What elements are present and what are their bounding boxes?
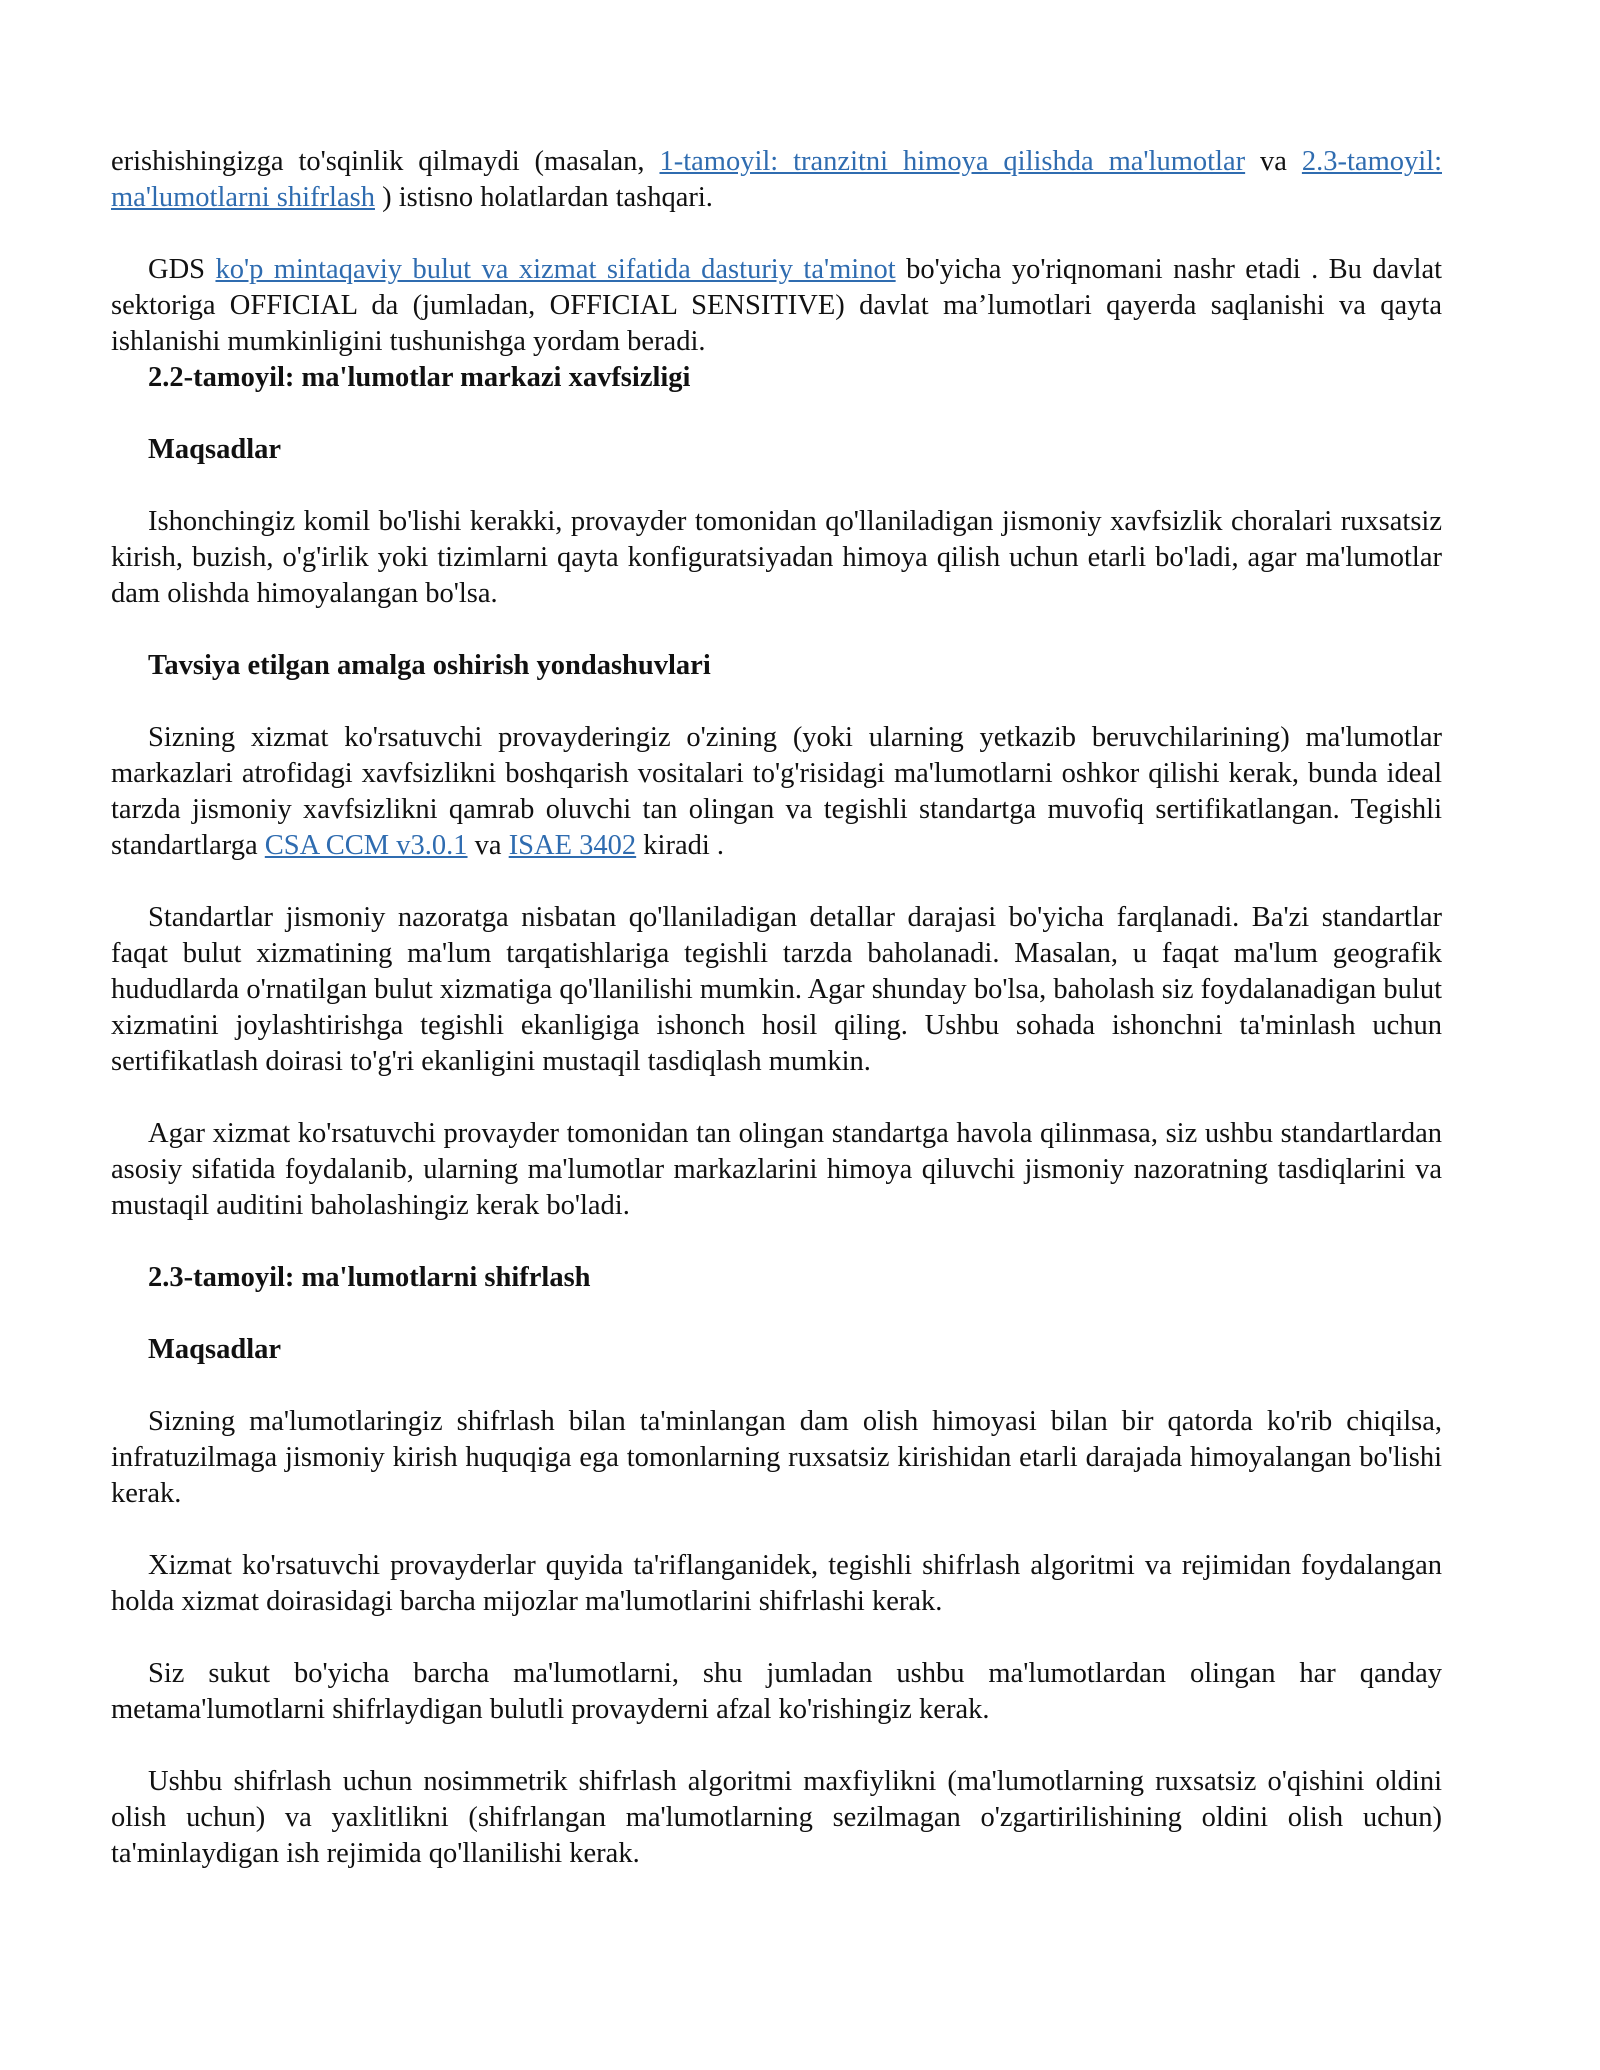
heading-recommended-approaches: Tavsiya etilgan amalga oshirish yondashuvlari [148,650,711,681]
paragraph-default-encryption: Siz sukut bo'yicha barcha ma'lumotlarni, shu jumladan ushbu ma'lumotlardan olingan har qanday metama'lumotlarni shifrlaydigan bulutli provayderni afzal ko'rishingiz kerak. [111,1658,1442,1725]
paragraph-gds-guidance: GDS ko'p mintaqaviy bulut va xizmat sifatida dasturiy ta'minot bo'yicha yo'riqnomani nashr etadi . Bu davlat sektoriga OFFICIAL da (jumladan, OFFICIAL SENSITIVE) davlat ma’lumotlari qayerda saqlanishi va qayta ishlanishi mumkinligini tushunishga yordam beradi. [111,254,1443,357]
link-isae-3402[interactable]: ISAE 3402 [508,830,637,861]
paragraph-data-protection: Sizning ma'lumotlaringiz shifrlash bilan ta'minlangan dam olish himoyasi bilan bir qatorda ko'rib chiqilsa, infratuzilmaga jismoniy kirish huquqiga ega tomonlarning ruxsatsiz kirishidan etarli darajada himoyalangan bo'lishi kerak. [111,1406,1442,1509]
paragraph-provider-encryption: Xizmat ko'rsatuvchi provayderlar quyida ta'riflanganidek, tegishli shifrlash algoritmi va rejimidan foydalangan holda xizmat doirasidagi barcha mijozlar ma'lumotlarini shifrlashi kerak. [111,1550,1442,1617]
heading-objectives-2: Maqsadlar [148,1334,282,1365]
link-csa-ccm[interactable]: CSA CCM v3.0.1 [264,830,468,861]
link-principle-1[interactable]: 1-tamoyil: tranzitni himoya qilishda ma'lumotlar [659,146,1246,177]
paragraph-physical-security: Ishonchingiz komil bo'lishi kerakki, provayder tomonidan qo'llaniladigan jismoniy xavfsizlik choralari ruxsatsiz kirish, buzish, o'g'irlik yoki tizimlarni qayta konfiguratsiyadan himoya qilish uchun etarli bo'ladi, agar ma'lumotlar dam olishda himoyalangan bo'lsa. [111,506,1442,609]
link-principle-2-3[interactable]: 2.3-tamoyil: ma'lumotlarni shifrlash [111,146,1442,213]
heading-objectives-1: Maqsadlar [148,434,282,465]
heading-principle-2-3: 2.3-tamoyil: ma'lumotlarni shifrlash [148,1262,591,1293]
heading-principle-2-2: 2.2-tamoyil: ma'lumotlar markazi xavfsizligi [148,362,691,393]
paragraph-independent-audit: Agar xizmat ko'rsatuvchi provayder tomonidan tan olingan standartga havola qilinmasa, siz ushbu standartlardan asosiy sifatida foydalanib, ularning ma'lumotlar markazlarini himoya qiluvchi jismoniy nazoratning tasdiqlarini va mustaqil auditini baholashingiz kerak bo'ladi. [111,1118,1442,1221]
paragraph-standards-detail: Standartlar jismoniy nazoratga nisbatan qo'llaniladigan detallar darajasi bo'yicha farqlanadi. Ba'zi standartlar faqat bulut xizmatining ma'lum tarqatishlariga tegishli tarzda baholanadi. Masalan, u faqat ma'lum geografik hududlarda o'rnatilgan bulut xizmatiga qo'llanilishi mumkin. Agar shunday bo'lsa, baholash siz foydalanadigan bulut xizmatini joylashtirishga tegishli ekanligiga ishonch hosil qiling. Ushbu sohada ishonchni ta'minlash uchun sertifikatlash doirasi to'g'ri ekanligini mustaqil tasdiqlash mumkin. [111,902,1442,1077]
paragraph-continuation: erishishingizga to'sqinlik qilmaydi (masalan, 1-tamoyil: tranzitni himoya qilishda ma'lumotlar va 2.3-tamoyil: ma'lumotlarni shifrlash ) istisno holatlardan tashqari. [111,146,1442,213]
link-multi-region-cloud[interactable]: ko'p mintaqaviy bulut va xizmat sifatida dasturiy ta'minot [215,254,896,285]
paragraph-symmetric-algorithm: Ushbu shifrlash uchun nosimmetrik shifrlash algoritmi maxfiylikni (ma'lumotlarning ruxsatsiz o'qishini oldini olish uchun) va yaxlitlikni (shifrlangan ma'lumotlarning sezilmagan o'zgartirilishining oldini olish uchun) ta'minlaydigan ish rejimida qo'llanilishi kerak. [111,1766,1442,1869]
paragraph-provider-disclosure: Sizning xizmat ko'rsatuvchi provayderingiz o'zining (yoki ularning yetkazib beruvchilarining) ma'lumotlar markazlari atrofidagi xavfsizlikni boshqarish vositalari to'g'risidagi ma'lumotlarni oshkor qilishi kerak, bunda ideal tarzda jismoniy xavfsizlikni qamrab oluvchi tan olingan va tegishli standartga muvofiq sertifikatlangan. Tegishli standartlarga CSA CCM v3.0.1 va ISAE 3402 kiradi . [111,722,1442,861]
